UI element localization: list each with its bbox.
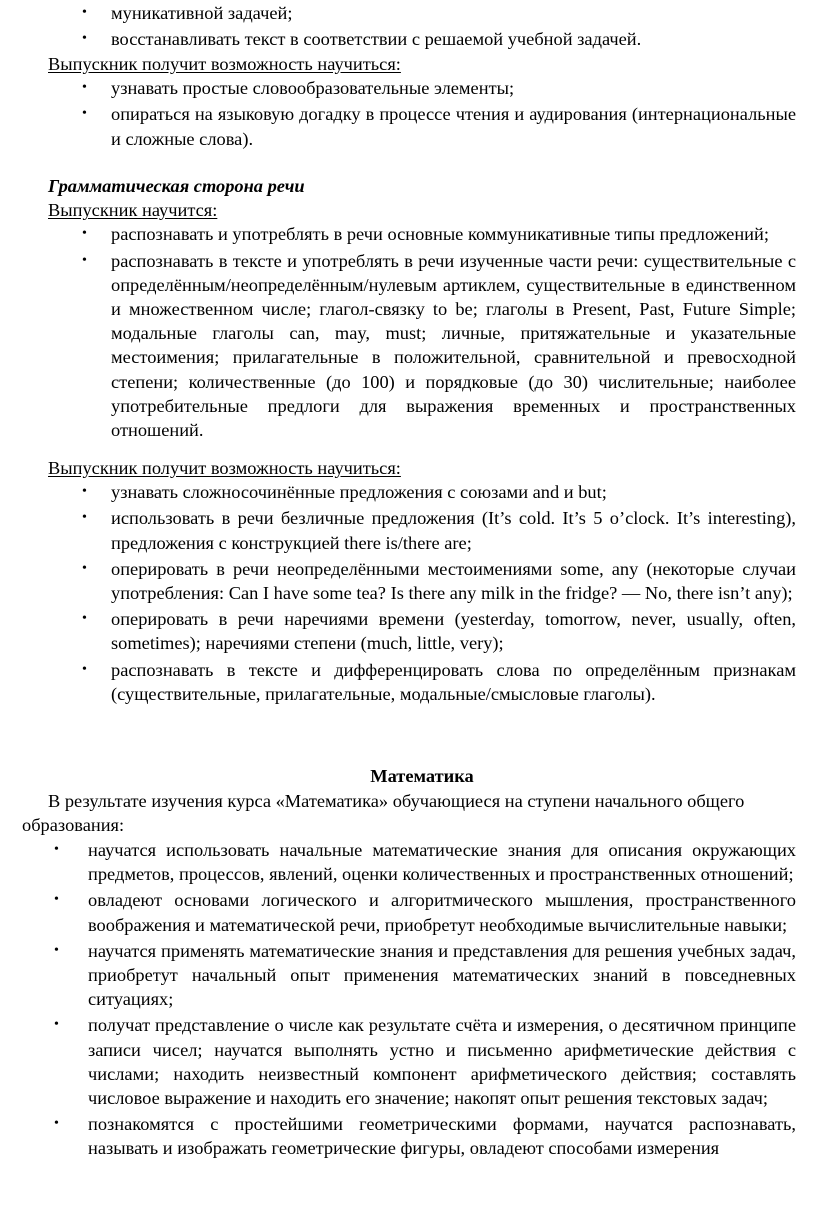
- top-bullet-list: [48, 1, 796, 53]
- list-item: • узнавать сложносочинённые предложения с союзами and и but;: [48, 480, 796, 504]
- intro-text: В результате изучения курса «Математика» обучающиеся на ступени начального общего: [48, 791, 745, 811]
- list-item: • восстанавливать текст в соответствии с решаемой учебной задачей.: [48, 27, 796, 51]
- list-item: • узнавать простые словообразовательные элементы;: [48, 76, 796, 100]
- math-bullet-list: [20, 838, 796, 1163]
- grammar-section: [48, 174, 796, 444]
- list-item: • овладеют основами логического и алгоритмического мышления, пространственного воображения и математической речи, приобретут необходимые вычислительные навыки;: [20, 888, 796, 936]
- intro-text-continued: образования:: [22, 815, 125, 836]
- list-item: • распознавать в тексте и дифференцировать слова по определённым признакам (существительные, прилагательные, модальные/смысловые глаголы).: [48, 658, 796, 706]
- list-item: • оперировать в речи наречиями времени (yesterday, tomorrow, never, usually, often, sometimes); наречиями степени (much, little, very);: [48, 607, 796, 655]
- section-heading: Грамматическая сторона речи: [48, 176, 305, 196]
- section-heading: Математика: [370, 766, 474, 786]
- grammar-opportunity-section: [48, 456, 796, 708]
- list-item: • использовать в речи безличные предложения (It’s cold. It’s 5 o’clock. It’s interesting), предложения с конструкцией there is/there are;: [48, 506, 796, 554]
- list-item: • муникативной задачей;: [48, 1, 796, 25]
- list-item: • оперировать в речи неопределёнными местоимениями some, any (некоторые случаи употребления: Can I have some tea? Is there any milk in the fridge? — No, there isn’t any);: [48, 557, 796, 605]
- list-item: • научатся использовать начальные математические знания для описания окружающих предметов, процессов, явлений, оценки количественных и пространственных отношений;: [20, 838, 796, 886]
- math-section: [48, 764, 796, 788]
- list-item: • опираться на языковую догадку в процессе чтения и аудирования (интернациональные и сложные слова).: [48, 102, 796, 150]
- opportunity-label: Выпускник получит возможность научиться:: [48, 54, 401, 74]
- math-intro: [22, 789, 796, 837]
- lexical-opportunity-section: [48, 52, 796, 153]
- list-item: • получат представление о числе как результате счёта и измерения, о десятичном принципе записи чисел; научатся выполнять устно и письменно арифметические действия с числами; находить неизвестный компонент арифметического действия; составлять числовое выражение и находить его значение; накопят опыт решения текстовых задач;: [20, 1013, 796, 1110]
- list-item: • познакомятся с простейшими геометрическими формами, научатся распознавать, называть и изображать геометрические фигуры, овладеют способами измерения: [20, 1112, 796, 1160]
- learn-label: Выпускник научится:: [48, 200, 218, 221]
- list-item: • распознавать и употреблять в речи основные коммуникативные типы предложений;: [48, 222, 796, 246]
- list-item: • научатся применять математические знания и представления для решения учебных задач, приобретут начальный опыт применения математических знаний в повседневных ситуациях;: [20, 939, 796, 1012]
- list-item: • распознавать в тексте и употреблять в речи изученные части речи: существительные с определённым/неопределённым/нулевым артиклем, существительные в единственном и множественном числе; глагол-связку to be; глаголы в Present, Past, Future Simple; модальные глаголы can, may, must; личные, притяжательные и указательные местоимения; прилагательные в положительной, сравнительной и превосходной степени; количественные (до 100) и порядковые (до 30) числительные; наиболее употребительные предлоги для выражения временных и пространственных отношений.: [48, 249, 796, 443]
- opportunity-label: Выпускник получит возможность научиться:: [48, 458, 401, 478]
